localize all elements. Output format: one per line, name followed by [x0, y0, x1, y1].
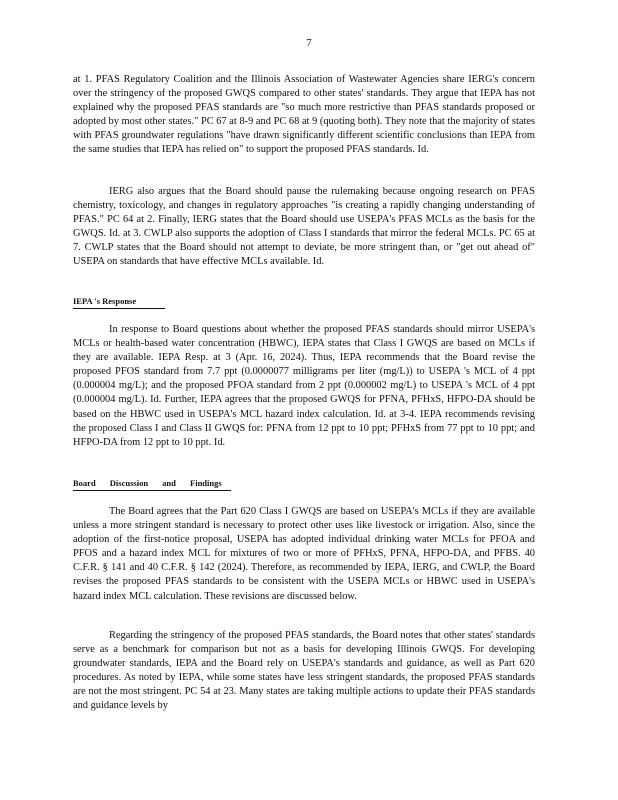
paragraph-4 — [73, 505, 535, 604]
paragraph-5 — [73, 629, 535, 714]
paragraph-3-text: In response to Board questions about whether the proposed PFAS standards should mirror USEPA's MCLs or health-based water concentration (HBWC), IEPA states that Class I GWQS are based on MCLs if they are available. IEPA Resp. at 3 (Apr. 16, 2024). Thus, IEPA recommends that the Board revise the proposed PFOS standard from 7.7 ppt (0.0000077 milligrams per liter (mg/L)) to USEPA 's MCL of 4 ppt (0.000004 mg/L); and the proposed PFOA standard from 2 ppt (0.000002 mg/L) to USEPA 's MCL of 4 ppt (0.000004 mg/L). Id. Further, IEPA agrees that the proposed GWQS for PFNA, PFHxS, HFPO-DA should be based on the HBWC used in USEPA's MCL hazard index calculation. Id. at 3-4. IEPA recommends revising the proposed Class I and Class II GWQS for: PFNA from 12 ppt to 10 ppt; PFHxS from 77 ppt to 10 ppt; and HFPO-DA from 12 ppt to 10 ppt. Id. — [73, 324, 535, 448]
paragraph-1-text: at 1. PFAS Regulatory Coalition and the Illinois Association of Wastewater Agencies share IERG's concern over the stringency of the proposed GWQS compared to other states' standards. They argue that IEPA has not explained why the proposed PFAS standards are "so much more restrictive than PFAS standards proposed or adopted by most other states." PC 67 at 8-9 and PC 68 at 9 (quoting both). They note that the majority of states with PFAS groundwater regulations "have drawn significantly different scientific conclusions than IEPA from the same studies that IEPA has relied on" to support the proposed PFAS standards. Id. — [73, 74, 535, 156]
paragraph-2 — [73, 185, 535, 270]
section-heading-board-discussion: Board Discussion and Findings — [73, 478, 231, 491]
paragraph-2-text: IERG also argues that the Board should pause the rulemaking because ongoing research on PFAS chemistry, toxicology, and changes in regulatory approaches "is creating a rapidly changing understanding of PFAS." PC 64 at 2. Finally, IERG states that the Board should use USEPA's PFAS MCLs as the basis for the GWQS. Id. at 3. CWLP also supports the adoption of Class I standards that mirror the federal MCLs. PC 65 at 7. CWLP states that the Board should not attempt to deviate, be more stringent than, or "get out ahead of" USEPA on standards that have effective MCLs available. Id. — [73, 186, 535, 268]
paragraph-1 — [73, 73, 535, 158]
paragraph-3 — [73, 323, 535, 450]
section-heading-iepa-response: IEPA 's Response — [73, 296, 165, 309]
page-number: 7 — [306, 37, 312, 49]
paragraph-4-text: The Board agrees that the Part 620 Class I GWQS are based on USEPA's MCLs if they are available unless a more stringent standard is necessary to protect other uses like livestock or irrigation. Also, since the adoption of the first-notice proposal, USEPA has adopted individual drinking water MCLs for PFOA and PFOS and a hazard index MCL for mixtures of two or more of PFHxS, PFNA, HFPO-DA, and PFBS. 40 C.F.R. § 141 and 40 C.F.R. § 142 (2024). Therefore, as recommended by IEPA, IERG, and CWLP, the Board revises the proposed PFAS standards to be consistent with the USEPA MCLs or HBWC used in USEPA's hazard index MCL calculation. These revisions are discussed below. — [73, 506, 535, 602]
paragraph-5-text: Regarding the stringency of the proposed PFAS standards, the Board notes that other states' standards serve as a benchmark for comparison but not as a basis for developing Illinois GWQS. For developing groundwater standards, IEPA and the Board rely on USEPA's standards and guidance, as well as Part 620 procedures. As noted by IEPA, while some states have less stringent standards, the proposed PFAS standards are not the most stringent. PC 54 at 23. Many states are taking multiple actions to update their PFAS standards and guidance levels by — [73, 630, 535, 712]
